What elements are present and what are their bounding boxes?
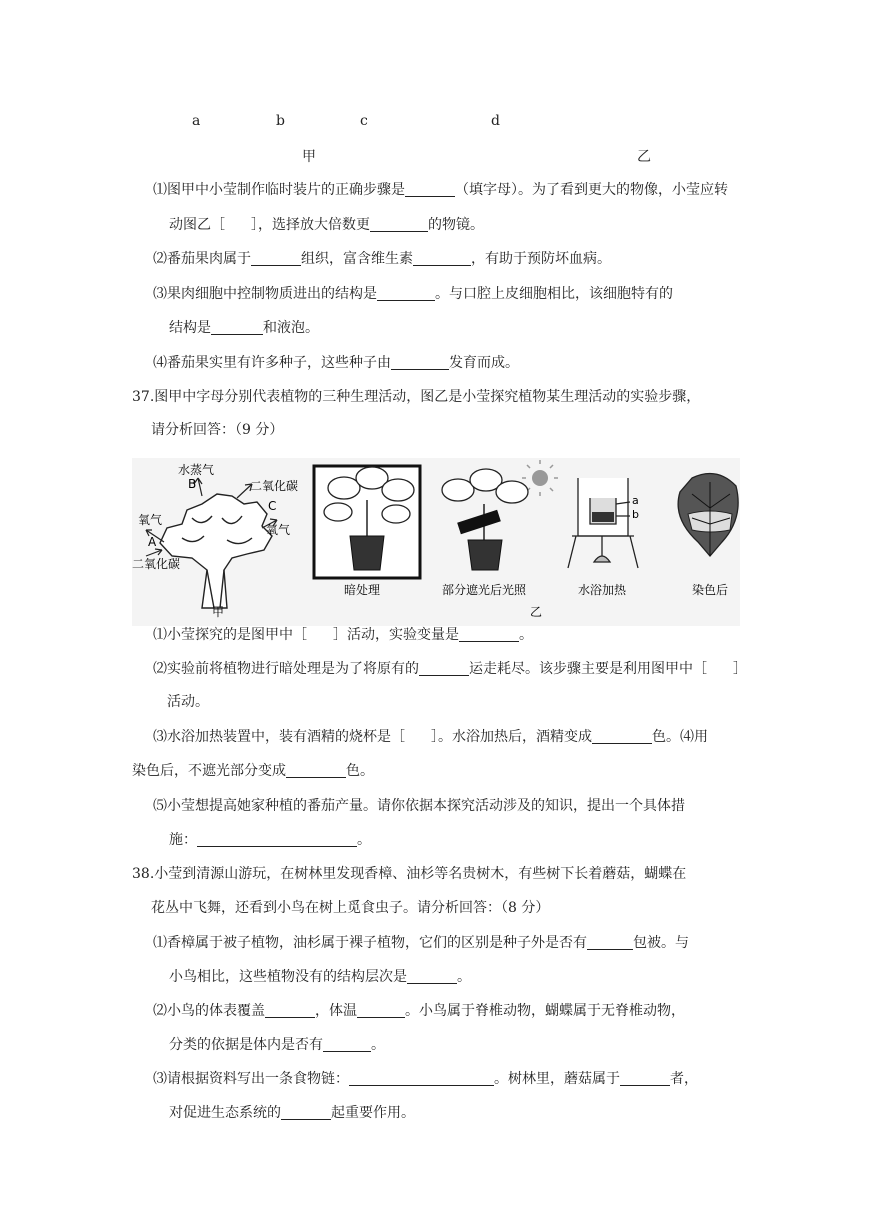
fig-label-a: A (148, 535, 157, 549)
q36-p2-text-a: ⑵番茄果肉属于 (153, 251, 251, 267)
q38-p1-text-b: 包被。与 (633, 935, 689, 951)
q36-p1-text-d: ］，选择放大倍数更 (251, 217, 370, 233)
dark-treatment-plant (314, 466, 420, 578)
sun-icon (532, 470, 548, 486)
fig-oxygen-left: 氧气 (138, 513, 163, 527)
fig-oxygen-right: 氧气 (266, 523, 291, 537)
q38-p2-text-b: ，体温 (315, 1003, 357, 1019)
fig-co2-bottom: 二氧化碳 (132, 557, 181, 571)
q38-part3-line2 (169, 1103, 415, 1123)
q38-stem-line2 (151, 898, 549, 918)
q37-stem-text-2: 请分析回答：（9 分） (151, 422, 284, 438)
q37-stem-line1 (132, 387, 700, 407)
q38-p3-text-b: 。树林里，蘑菇属于 (494, 1071, 620, 1087)
q37-p3-text-b: ］。水浴加热后，酒精变成 (431, 729, 592, 745)
answer-blank[interactable] (592, 728, 652, 744)
q37-part5-line2 (169, 830, 371, 850)
water-bath-setup (568, 478, 638, 568)
q37-p2-text-a: ⑵实验前将植物进行暗处理是为了将原有的 (153, 661, 419, 677)
fig-co2-top: 二氧化碳 (250, 479, 299, 493)
q36-part4 (153, 353, 519, 373)
q38-stem-text-2: 花丛中飞舞，还看到小鸟在树上觅食虫子。请分析回答：（8 分） (151, 900, 550, 916)
cap-water: 水浴加热 (578, 583, 627, 597)
answer-blank[interactable] (251, 250, 301, 266)
q38-p3-text-c: 者， (670, 1071, 698, 1087)
pot-dark (350, 536, 384, 570)
q37-part4 (132, 761, 374, 781)
q37-part1 (153, 625, 533, 645)
q36-p2-text-c: ，有助于预防坏血病。 (471, 251, 611, 267)
q36-part3-line2 (169, 318, 319, 338)
q37-part5-line1 (153, 796, 685, 816)
label-a: a (192, 113, 201, 129)
answer-blank[interactable] (419, 660, 469, 676)
fig-label-b: B (188, 477, 197, 491)
q37-part3 (153, 727, 708, 747)
q36-p1-text-c: 动图乙［ (169, 217, 225, 233)
tree-diagram (160, 494, 272, 608)
light-shield (457, 510, 501, 534)
q37-p2-text-c: ］ (733, 661, 747, 677)
answer-blank[interactable] (211, 319, 263, 335)
fig-water-vapor: 水蒸气 (178, 463, 215, 477)
q36-p4-text-b: 发育而成。 (449, 355, 519, 371)
q38-part3-line1 (153, 1069, 698, 1089)
beaker-b: b (632, 508, 639, 521)
answer-blank[interactable] (265, 1002, 315, 1018)
q37-p4-text-b: 色。 (346, 763, 374, 779)
q37-stem-line2 (151, 420, 283, 440)
answer-blank[interactable] (323, 1036, 371, 1052)
answer-blank[interactable] (357, 1002, 405, 1018)
answer-blank[interactable] (281, 1104, 331, 1120)
fig-label-c: C (268, 499, 277, 513)
q36-p3-text-a: ⑶果肉细胞中控制物质进出的结构是 (153, 286, 377, 302)
cap-dark: 暗处理 (344, 583, 381, 597)
answer-blank[interactable] (286, 762, 346, 778)
label-yi-top: 乙 (637, 149, 651, 165)
q38-part2-line1 (153, 1001, 685, 1021)
q38-part2-line2 (169, 1035, 385, 1055)
q37-part2-line2 (167, 692, 209, 712)
answer-blank[interactable] (349, 1070, 494, 1086)
q36-p3-text-b: 。与口腔上皮细胞相比，该细胞特有的 (435, 286, 673, 302)
q36-part3-line1 (153, 284, 673, 304)
partial-shade-plant (442, 460, 558, 570)
cap-partial: 部分遮光后光照 (442, 583, 527, 597)
q37-figure-svg (132, 458, 740, 626)
q37-p2-text-d: 活动。 (167, 694, 209, 710)
beaker-a: a (632, 494, 639, 507)
q36-p4-text-a: ⑷番茄果实里有许多种子，这些种子由 (153, 355, 391, 371)
label-c: c (360, 113, 368, 129)
q38-p3-text-d: 对促进生态系统的 (169, 1105, 281, 1121)
cap-stain: 染色后 (692, 583, 729, 597)
q38-p2-text-c: 。小鸟属于脊椎动物，蝴蝶属于无脊椎动物， (405, 1003, 685, 1019)
q38-p1-text-c: 小鸟相比，这些植物没有的结构层次是 (169, 969, 407, 985)
answer-blank[interactable] (197, 831, 357, 847)
fig-label-jia: 甲 (212, 605, 225, 619)
q38-p2-text-a: ⑵小鸟的体表覆盖 (153, 1003, 265, 1019)
q37-p1-text-c: 。 (519, 627, 533, 643)
q38-part1-line1 (153, 933, 689, 953)
answer-blank[interactable] (377, 285, 435, 301)
q36-part1-line2 (169, 215, 484, 235)
q36-p2-text-b: 组织，富含维生素 (301, 251, 413, 267)
answer-blank[interactable] (391, 354, 449, 370)
q37-figure (132, 458, 740, 626)
q36-part1-line1 (153, 180, 728, 200)
q37-p1-text-b: ］活动，实验变量是 (333, 627, 459, 643)
q37-p3-text-a: ⑶水浴加热装置中，装有酒精的烧杯是［ (153, 729, 405, 745)
pot-partial (468, 540, 502, 570)
q38-p1-text-d: 。 (457, 969, 471, 985)
answer-blank[interactable] (620, 1070, 670, 1086)
q38-p1-text-a: ⑴香樟属于被子植物，油杉属于裸子植物，它们的区别是种子外是否有 (153, 935, 587, 951)
label-jia-top: 甲 (302, 149, 316, 165)
q38-p2-text-d: 分类的依据是体内是否有 (169, 1037, 323, 1053)
answer-blank[interactable] (405, 181, 455, 197)
answer-blank[interactable] (413, 250, 471, 266)
tree-canopy (160, 494, 272, 608)
fig-label-yi: 乙 (530, 605, 543, 619)
answer-blank[interactable] (587, 934, 633, 950)
q38-p3-text-e: 起重要作用。 (331, 1105, 415, 1121)
q36-p3-text-c: 结构是 (169, 320, 211, 336)
q37-p4-text-a: 染色后，不遮光部分变成 (132, 763, 286, 779)
answer-blank[interactable] (407, 968, 457, 984)
q38-part1-line2 (169, 967, 471, 987)
q37-p3-text-c: 色。⑷用 (652, 729, 708, 745)
q37-p5-text-b: 施： (169, 832, 197, 848)
answer-blank[interactable] (370, 216, 428, 232)
q37-p2-text-b: 运走耗尽。该步骤主要是利用图甲中［ (469, 661, 707, 677)
q36-p1-text-a: ⑴图甲中小莹制作临时装片的正确步骤是 (153, 182, 405, 198)
q36-p3-text-d: 和液泡。 (263, 320, 319, 336)
q38-p3-text-a: ⑶请根据资料写出一条食物链： (153, 1071, 349, 1087)
q37-p1-text-a: ⑴小莹探究的是图甲中［ (153, 627, 307, 643)
q36-part2 (153, 249, 611, 269)
q37-part2-line1 (153, 659, 747, 679)
label-b: b (276, 113, 285, 129)
q38-stem-text-1: 38.小莹到清源山游玩，在树林里发现香樟、油杉等名贵树木，有些树下长着蘑菇，蝴蝶在 (132, 866, 687, 882)
q36-p1-text-b: （填字母）。为了看到更大的物像，小莹应转 (455, 182, 728, 198)
q37-p5-text-c: 。 (357, 832, 371, 848)
q37-p5-text-a: ⑸小莹想提高她家种植的番茄产量。请你依据本探究活动涉及的知识，提出一个具体措 (153, 798, 685, 814)
q37-stem-text-1: 37.图甲中字母分别代表植物的三种生理活动，图乙是小莹探究植物某生理活动的实验步骤， (132, 389, 701, 405)
stained-leaf (678, 474, 738, 557)
q38-stem-line1 (132, 864, 686, 884)
q36-p1-text-e: 的物镜。 (428, 217, 484, 233)
q38-p2-text-e: 。 (371, 1037, 385, 1053)
answer-blank[interactable] (459, 626, 519, 642)
label-d: d (491, 113, 500, 129)
